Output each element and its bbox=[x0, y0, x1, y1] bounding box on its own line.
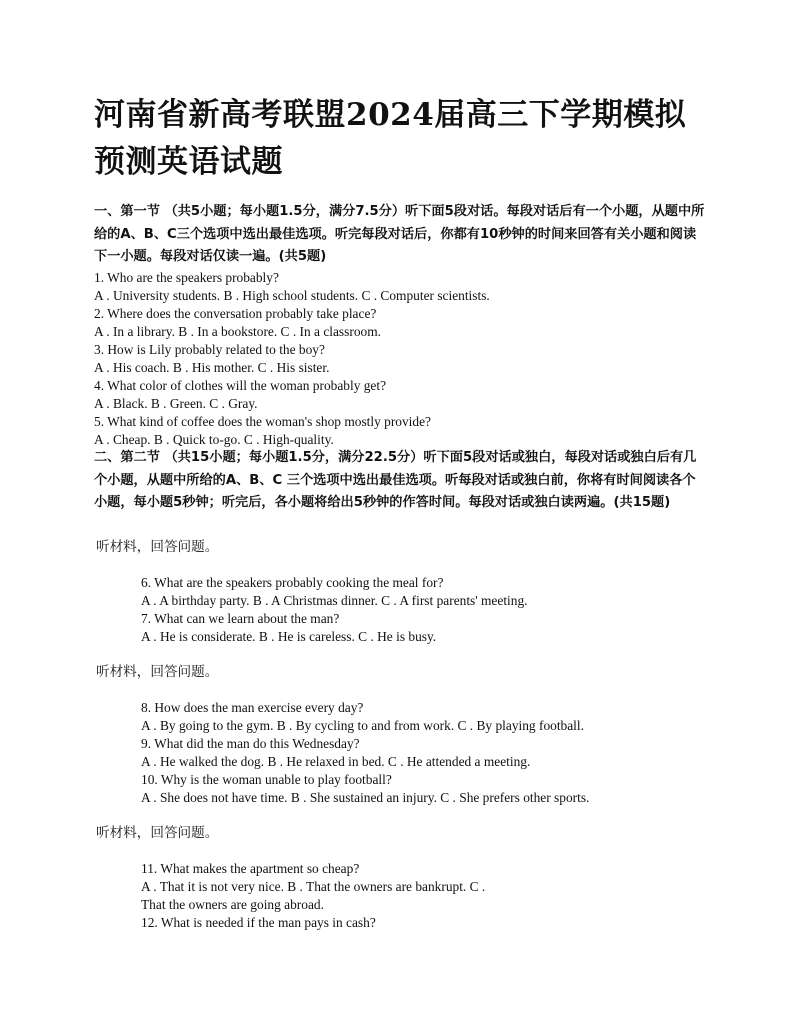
answer-options: A . She does not have time. B . She sustained an injury. C . She prefers other sports. bbox=[141, 790, 590, 805]
section-2-header: 二、第二节 （共15小题；每小题1.5分，满分22.5分）听下面5段对话或独白，每段对话或独白后有几个小题，从题中所给的A、B、C 三个选项中选出最佳选项。听每段对话或独白前，你将有时间阅读各个小题，每小题5秒钟；听完后，各小题将给出5秒钟的作答时间。每段对话或独白读两遍。(共15题) bbox=[94, 450, 697, 510]
question-line: 6. What are the speakers probably cooking the meal for? bbox=[141, 575, 444, 590]
question-line: 7. What can we learn about the man? bbox=[141, 611, 340, 626]
listening-lead-in: 听材料，回答问题。 bbox=[96, 825, 219, 841]
question-line: 1. Who are the speakers probably? bbox=[94, 270, 279, 285]
question-line: 12. What is needed if the man pays in cash? bbox=[141, 915, 376, 930]
question-line: 8. How does the man exercise every day? bbox=[141, 700, 364, 715]
answer-options: A . Black. B . Green. C . Gray. bbox=[94, 396, 258, 411]
listening-lead-in: 听材料，回答问题。 bbox=[96, 539, 219, 555]
answer-options: A . That it is not very nice. B . That the owners are bankrupt. C . bbox=[141, 879, 486, 894]
section-1-header: 一、第一节 （共5小题；每小题1.5分，满分7.5分）听下面5段对话。每段对话后有一个小题，从题中所给的A、B、C三个选项中选出最佳选项。听完每段对话后，你都有10秒钟的时间来回答有关小题和阅读下一小题。每段对话仅读一遍。(共5题) bbox=[94, 204, 705, 264]
answer-options: A . His coach. B . His mother. C . His sister. bbox=[94, 360, 330, 375]
answer-options: A . In a library. B . In a bookstore. C . In a classroom. bbox=[94, 324, 381, 339]
listening-lead-in: 听材料，回答问题。 bbox=[96, 664, 219, 680]
answer-options: A . University students. B . High school students. C . Computer scientists. bbox=[94, 288, 490, 303]
answer-options: A . Cheap. B . Quick to-go. C . High-quality. bbox=[94, 432, 334, 447]
answer-options: That the owners are going abroad. bbox=[141, 897, 324, 912]
answer-options: A . He walked the dog. B . He relaxed in bed. C . He attended a meeting. bbox=[141, 754, 531, 769]
answer-options: A . By going to the gym. B . By cycling to and from work. C . By playing football. bbox=[141, 718, 584, 733]
question-line: 2. Where does the conversation probably take place? bbox=[94, 306, 377, 321]
question-line: 4. What color of clothes will the woman probably get? bbox=[94, 378, 387, 393]
question-line: 5. What kind of coffee does the woman's shop mostly provide? bbox=[94, 414, 431, 429]
question-line: 11. What makes the apartment so cheap? bbox=[141, 861, 360, 876]
question-line: 3. How is Lily probably related to the boy? bbox=[94, 342, 325, 357]
page-title: 河南省新高考联盟2024届高三下学期模拟预测英语试题 bbox=[94, 97, 687, 180]
answer-options: A . He is considerate. B . He is careless. C . He is busy. bbox=[141, 629, 437, 644]
answer-options: A . A birthday party. B . A Christmas dinner. C . A first parents' meeting. bbox=[141, 593, 528, 608]
question-line: 10. Why is the woman unable to play football? bbox=[141, 772, 392, 787]
question-line: 9. What did the man do this Wednesday? bbox=[141, 736, 360, 751]
